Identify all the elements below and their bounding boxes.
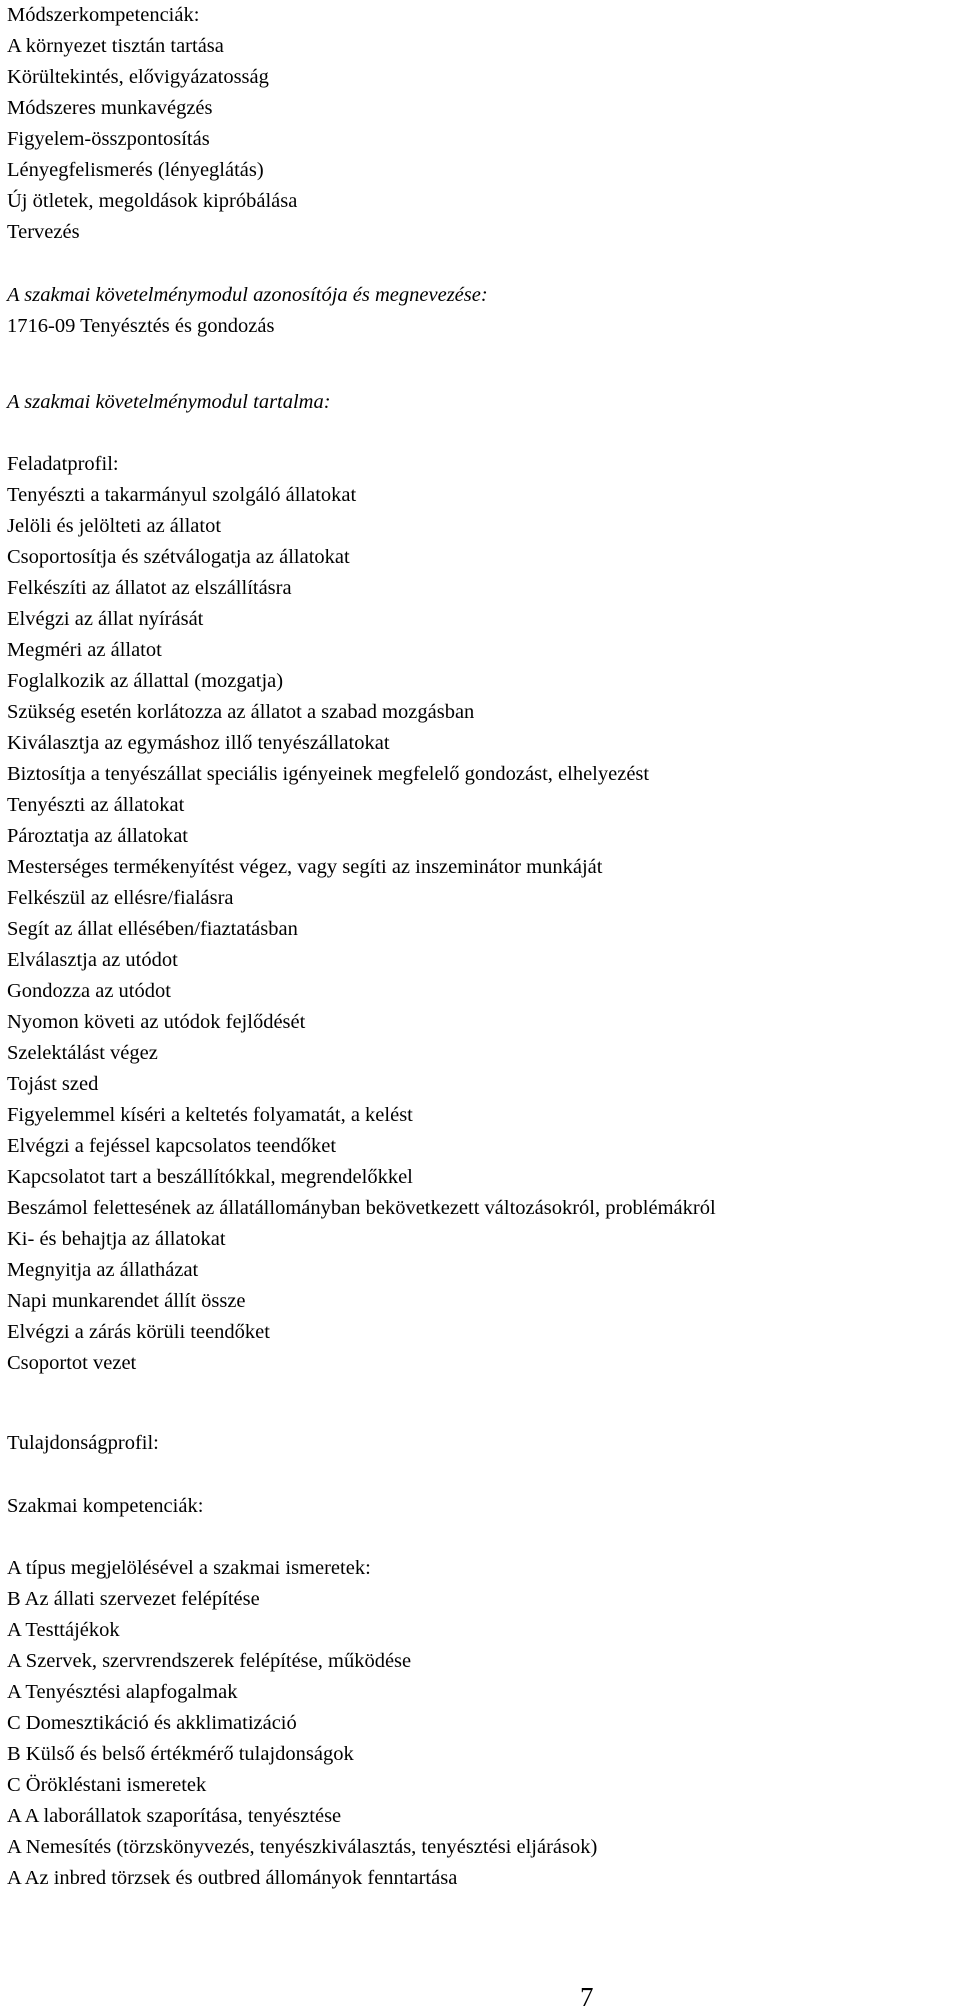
module-identifier-section bbox=[7, 280, 488, 342]
page-number: 7 bbox=[580, 1982, 594, 2012]
task-item: Mesterséges termékenyítést végez, vagy segíti az inszeminátor munkáját bbox=[7, 856, 603, 878]
task-item: Tenyészti az állatokat bbox=[7, 794, 185, 816]
task-item: Felkészül az ellésre/fialásra bbox=[7, 887, 234, 909]
knowledge-item: A Nemesítés (törzskönyvezés, tenyészkiválasztás, tenyésztési eljárások) bbox=[7, 1836, 598, 1858]
method-competency-item: A környezet tisztán tartása bbox=[7, 35, 224, 57]
knowledge-item: C Domesztikáció és akklimatizáció bbox=[7, 1712, 297, 1734]
knowledge-item: A Szervek, szervrendszerek felépítése, működése bbox=[7, 1650, 412, 1672]
task-item: Csoportot vezet bbox=[7, 1352, 137, 1374]
professional-knowledge-section bbox=[7, 1553, 597, 1894]
method-competency-item: Figyelem-összpontosítás bbox=[7, 128, 210, 150]
module-content-section bbox=[7, 387, 331, 418]
task-item: Kiválasztja az egymáshoz illő tenyészállatokat bbox=[7, 732, 390, 754]
property-profile-heading: Tulajdonságprofil: bbox=[7, 1432, 159, 1454]
task-profile-heading: Feladatprofil: bbox=[7, 453, 119, 475]
task-item: Tojást szed bbox=[7, 1073, 99, 1095]
knowledge-item: A Tenyésztési alapfogalmak bbox=[7, 1681, 238, 1703]
task-item: Gondozza az utódot bbox=[7, 980, 171, 1002]
task-item: Csoportosítja és szétválogatja az állatokat bbox=[7, 546, 350, 568]
method-competencies-heading: Módszerkompetenciák: bbox=[7, 4, 200, 26]
knowledge-item: B Az állati szervezet felépítése bbox=[7, 1588, 260, 1610]
task-item: Figyelemmel kíséri a keltetés folyamatát, a kelést bbox=[7, 1104, 413, 1126]
task-item: Foglalkozik az állattal (mozgatja) bbox=[7, 670, 284, 692]
method-competency-item: Lényegfelismerés (lényeglátás) bbox=[7, 159, 264, 181]
task-item: Nyomon követi az utódok fejlődését bbox=[7, 1011, 306, 1033]
knowledge-item: A Testtájékok bbox=[7, 1619, 120, 1641]
task-item: Ki- és behajtja az állatokat bbox=[7, 1228, 226, 1250]
task-profile-section bbox=[7, 449, 716, 1379]
professional-competencies-section bbox=[7, 1491, 203, 1522]
property-profile-section bbox=[7, 1428, 159, 1459]
knowledge-item: A Az inbred törzsek és outbred állományok fenntartása bbox=[7, 1867, 458, 1889]
task-item: Pároztatja az állatokat bbox=[7, 825, 188, 847]
task-item: Kapcsolatot tart a beszállítókkal, megrendelőkkel bbox=[7, 1166, 413, 1188]
task-item: Jelöli és jelölteti az állatot bbox=[7, 515, 222, 537]
module-identifier-heading: A szakmai követelménymodul azonosítója és megnevezése: bbox=[7, 284, 488, 306]
task-item: Beszámol felettesének az állatállományban bekövetkezett változásokról, problémákról bbox=[7, 1197, 716, 1219]
professional-competencies-heading: Szakmai kompetenciák: bbox=[7, 1495, 204, 1517]
module-content-heading: A szakmai követelménymodul tartalma: bbox=[7, 391, 331, 413]
task-item: Segít az állat ellésében/fiaztatásban bbox=[7, 918, 298, 940]
task-item: Megnyitja az állatházat bbox=[7, 1259, 199, 1281]
task-item: Elvégzi a fejéssel kapcsolatos teendőket bbox=[7, 1135, 337, 1157]
task-item: Elválasztja az utódot bbox=[7, 949, 178, 971]
task-item: Biztosítja a tenyészállat speciális igényeinek megfelelő gondozást, elhelyezést bbox=[7, 763, 650, 785]
task-item: Elvégzi a zárás körüli teendőket bbox=[7, 1321, 270, 1343]
knowledge-item: A A laborállatok szaporítása, tenyésztése bbox=[7, 1805, 342, 1827]
task-item: Megméri az állatot bbox=[7, 639, 162, 661]
knowledge-item: C Örökléstani ismeretek bbox=[7, 1774, 207, 1796]
task-item: Elvégzi az állat nyírását bbox=[7, 608, 204, 630]
task-item: Felkészíti az állatot az elszállításra bbox=[7, 577, 292, 599]
method-competency-item: Körültekintés, elővigyázatosság bbox=[7, 66, 269, 88]
professional-knowledge-heading: A típus megjelölésével a szakmai ismeretek: bbox=[7, 1557, 371, 1579]
task-item: Szelektálást végez bbox=[7, 1042, 158, 1064]
module-identifier-value: 1716-09 Tenyésztés és gondozás bbox=[7, 315, 275, 337]
method-competency-item: Új ötletek, megoldások kipróbálása bbox=[7, 190, 298, 212]
method-competency-item: Módszeres munkavégzés bbox=[7, 97, 213, 119]
task-item: Szükség esetén korlátozza az állatot a szabad mozgásban bbox=[7, 701, 475, 723]
task-item: Tenyészti a takarmányul szolgáló állatokat bbox=[7, 484, 357, 506]
task-item: Napi munkarendet állít össze bbox=[7, 1290, 246, 1312]
knowledge-item: B Külső és belső értékmérő tulajdonságok bbox=[7, 1743, 354, 1765]
method-competencies-section bbox=[7, 0, 297, 248]
method-competency-item: Tervezés bbox=[7, 221, 80, 243]
